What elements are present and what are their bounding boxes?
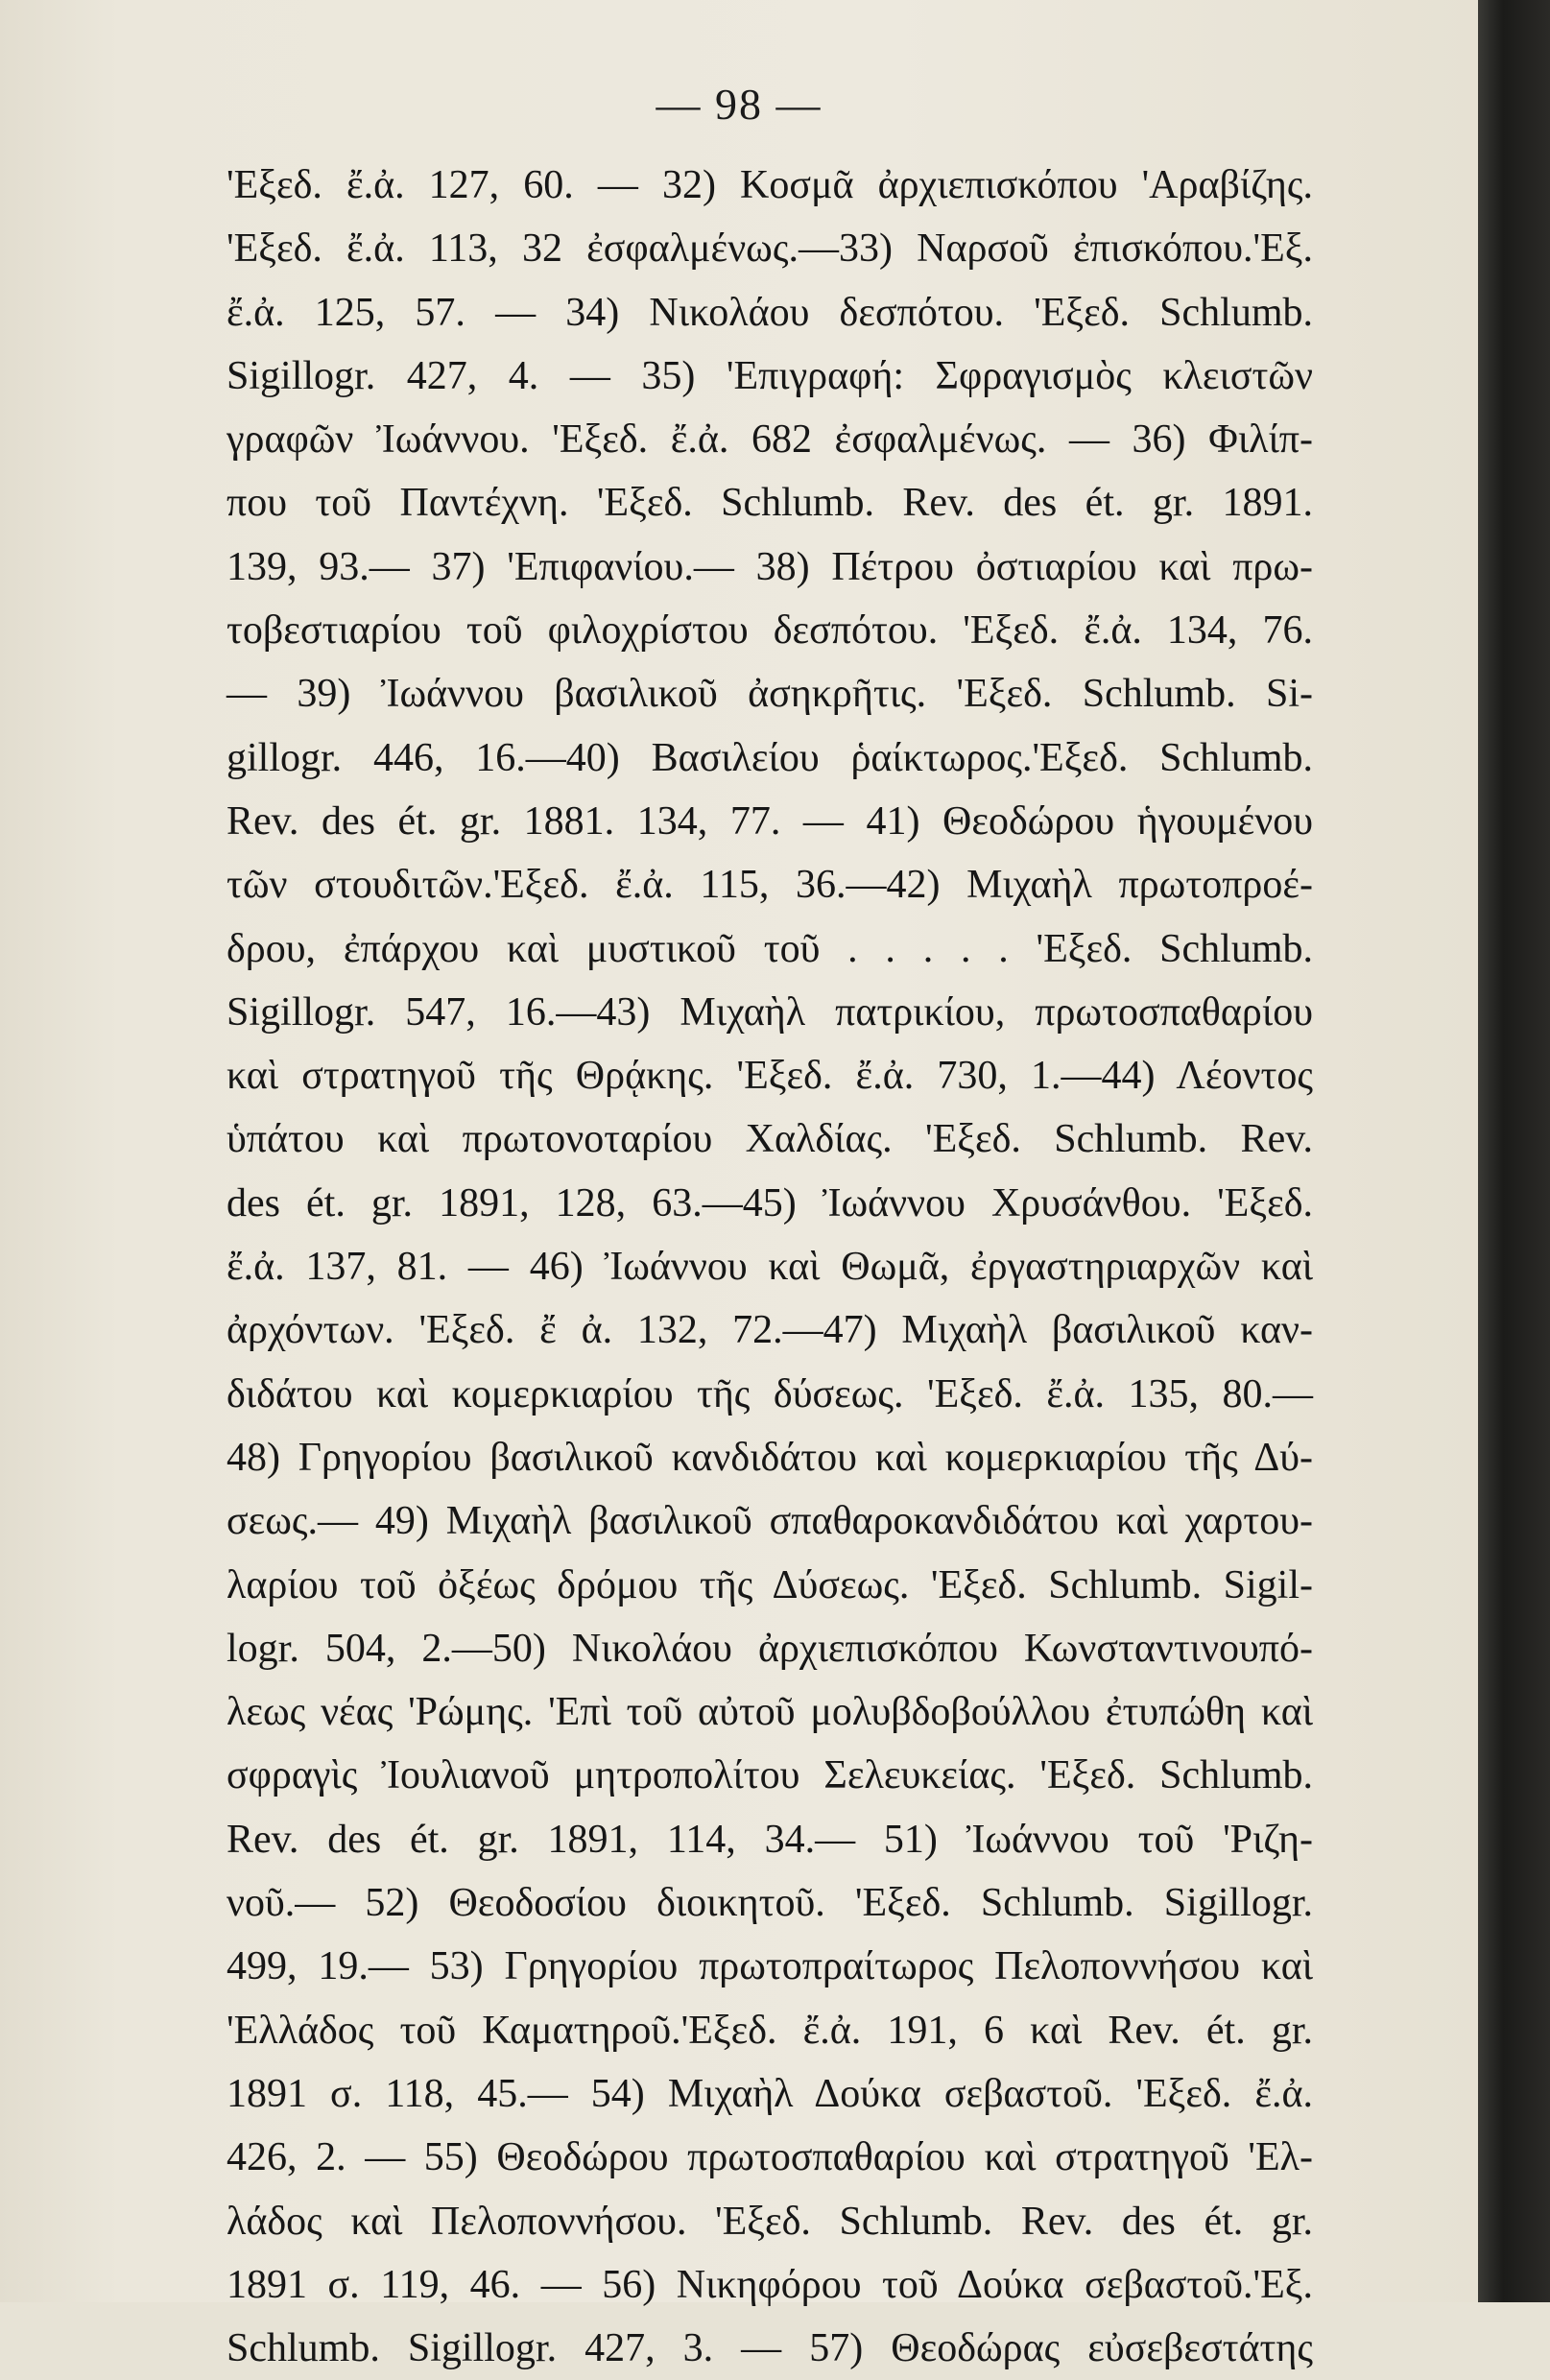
text-line: που τοῦ Παντέχνη. 'Εξεδ. Schlumb. Rev. des ét. gr. 1891. — [227, 481, 1313, 526]
text-line: Sigillogr. 427, 4. — 35) 'Επιγραφή: Σφραγισμὸς κλειστῶν — [227, 353, 1313, 398]
text-line: gillogr. 446, 16.—40) Βασιλείου ῥαίκτωρος.'Εξεδ. Schlumb. — [227, 735, 1313, 780]
text-line: Rev. des ét. gr. 1891, 114, 34.— 51) Ἰωάννου τοῦ 'Ριζη- — [227, 1817, 1313, 1862]
book-spine-shadow — [1478, 0, 1550, 2302]
text-line: 139, 93.— 37) 'Επιφανίου.— 38) Πέτρου ὀστιαρίου καὶ πρω- — [227, 544, 1313, 589]
text-line: Rev. des ét. gr. 1881. 134, 77. — 41) Θεοδώρου ἡγουμένου — [227, 798, 1313, 844]
text-line: 'Εξεδ. ἔ.ἀ. 113, 32 ἐσφαλμένως.—33) Ναρσοῦ ἐπισκόπου.'Εξ. — [227, 226, 1313, 272]
text-line: 1891 σ. 118, 45.— 54) Μιχαὴλ Δούκα σεβαστοῦ. 'Εξεδ. ἔ.ἀ. — [227, 2071, 1313, 2116]
text-line: ἔ.ἀ. 137, 81. — 46) Ἰωάννου καὶ Θωμᾶ, ἐργαστηριαρχῶν καὶ — [227, 1245, 1313, 1290]
text-line: Schlumb. Sigillogr. 427, 3. — 57) Θεοδώρας εὐσεβεστάτης — [227, 2326, 1313, 2371]
body-text — [227, 154, 1313, 2380]
text-line: Sigillogr. 547, 16.—43) Μιχαὴλ πατρικίου, πρωτοσπαθαρίου — [227, 989, 1313, 1035]
text-line: 1891 σ. 119, 46. — 56) Νικηφόρου τοῦ Δούκα σεβαστοῦ.'Εξ. — [227, 2262, 1313, 2307]
text-line: σεως.— 49) Μιχαὴλ βασιλικοῦ σπαθαροκανδιδάτου καὶ χαρτου- — [227, 1499, 1313, 1544]
text-line: logr. 504, 2.—50) Νικολάου ἀρχιεπισκόπου Κωνσταντινουπό- — [227, 1626, 1313, 1671]
text-line: λαρίου τοῦ ὀξέως δρόμου τῆς Δύσεως. 'Εξεδ. Schlumb. Sigil- — [227, 1562, 1313, 1607]
page-number: — 98 — — [656, 80, 823, 129]
text-line: 499, 19.— 53) Γρηγορίου πρωτοπραίτωρος Πελοποννήσου καὶ — [227, 1944, 1313, 1989]
text-line: 'Εξεδ. ἔ.ἀ. 127, 60. — 32) Κοσμᾶ ἀρχιεπισκόπου 'Αραβίζης. — [227, 163, 1313, 207]
text-line: δρου, ἐπάρχου καὶ μυστικοῦ τοῦ . . . . . 'Εξεδ. Schlumb. — [227, 926, 1313, 971]
text-line: σφραγὶς Ἰουλιανοῦ μητροπολίτου Σελευκείας. 'Εξεδ. Schlumb. — [227, 1753, 1313, 1798]
text-line: καὶ στρατηγοῦ τῆς Θρᾴκης. 'Εξεδ. ἔ.ἀ. 730, 1.—44) Λέοντος — [227, 1054, 1313, 1099]
text-line: νοῦ.— 52) Θεοδοσίου διοικητοῦ. 'Εξεδ. Schlumb. Sigillogr. — [227, 1881, 1313, 1926]
text-line: 426, 2. — 55) Θεοδώρου πρωτοσπαθαρίου καὶ στρατηγοῦ 'Ελ- — [227, 2135, 1313, 2180]
text-line: ὑπάτου καὶ πρωτονοταρίου Χαλδίας. 'Εξεδ. Schlumb. Rev. — [227, 1117, 1313, 1162]
text-line: — 39) Ἰωάννου βασιλικοῦ ἀσηκρῆτις. 'Εξεδ. Schlumb. Si- — [227, 672, 1313, 717]
text-line: 'Ελλάδος τοῦ Καματηροῦ.'Εξεδ. ἔ.ἀ. 191, 6 καὶ Rev. ét. gr. — [227, 2008, 1313, 2053]
text-line: ἀρχόντων. 'Εξεδ. ἔ ἀ. 132, 72.—47) Μιχαὴλ βασιλικοῦ καν- — [227, 1308, 1313, 1353]
text-line: διδάτου καὶ κομερκιαρίου τῆς δύσεως. 'Εξεδ. ἔ.ἀ. 135, 80.— — [227, 1371, 1313, 1416]
text-line: des ét. gr. 1891, 128, 63.—45) Ἰωάννου Χρυσάνθου. 'Εξεδ. — [227, 1180, 1313, 1226]
text-line: λεως νέας 'Ρώμης. 'Επὶ τοῦ αὐτοῦ μολυβδοβούλλου ἐτυπώθη καὶ — [227, 1690, 1313, 1735]
text-line: τῶν στουδιτῶν.'Εξεδ. ἔ.ἀ. 115, 36.—42) Μιχαὴλ πρωτοπροέ- — [227, 863, 1313, 908]
text-line: λάδος καὶ Πελοποννήσου. 'Εξεδ. Schlumb. Rev. des ét. gr. — [227, 2199, 1313, 2244]
text-line: γραφῶν Ἰωάννου. 'Εξεδ. ἔ.ἀ. 682 ἐσφαλμένως. — 36) Φιλίπ- — [227, 417, 1313, 463]
text-line: ἔ.ἀ. 125, 57. — 34) Νικολάου δεσπότου. 'Εξεδ. Schlumb. — [227, 290, 1313, 335]
text-line: 48) Γρηγορίου βασιλικοῦ κανδιδάτου καὶ κομερκιαρίου τῆς Δύ- — [227, 1435, 1313, 1480]
text-line: τοβεστιαρίου τοῦ φιλοχρίστου δεσπότου. 'Εξεδ. ἔ.ἀ. 134, 76. — [227, 608, 1313, 654]
